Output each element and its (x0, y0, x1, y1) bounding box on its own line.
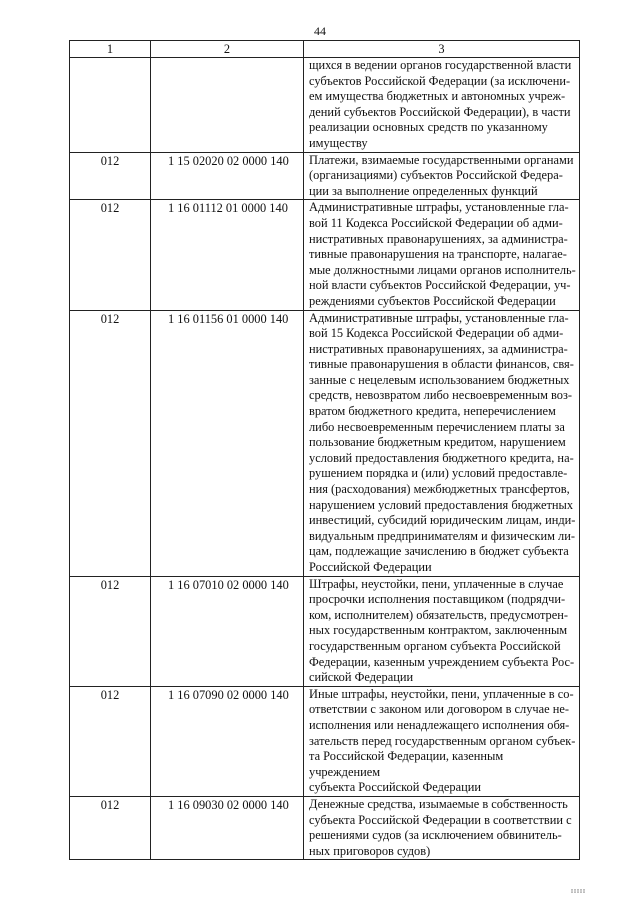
description-cell: Платежи, взимаемые государственными органами (организациями) субъектов Российской Федера- ции за выполнение определенных функций (304, 152, 580, 200)
revenue-code-cell: 1 16 07010 02 0000 140 (151, 576, 304, 686)
revenue-code-cell (151, 58, 304, 153)
revenue-code-cell: 1 16 07090 02 0000 140 (151, 686, 304, 796)
admin-code-cell (70, 58, 151, 153)
table-row (70, 310, 580, 576)
description-cell: Штрафы, неустойки, пени, уплаченные в случае просрочки исполнения поставщиком (подрядчи- ком, исполнителем) обязательств, предусмотрен- ных государственным контрактом, заключенным государственным органом субъекта Российской Федерации, казенным учреждением субъекта Рос- сийской Федерации (304, 576, 580, 686)
table-row (70, 796, 580, 859)
table-row (70, 152, 580, 200)
table-row (70, 576, 580, 686)
header-row (70, 41, 580, 58)
description-cell: Денежные средства, изымаемые в собственность субъекта Российской Федерации в соответствии с решениями судов (за исключением обвинитель- ных приговоров судов) (304, 796, 580, 859)
description-cell: Административные штрафы, установленные гла- вой 15 Кодекса Российской Федерации об адми- нистративных правонарушениях, за администра- тивные правонарушения в области финансов, свя- занные с нецелевым использованием бюджетных средств, невозвратом либо несвоевременным воз- вратом бюджетного кредита, неперечислением либо несвоевременным перечислением платы за пользование бюджетным кредитом, нарушением условий предоставления бюджетного кредита, на- рушением порядка и (или) условий предоставле- ния (расходования) межбюджетных трансфертов, нарушением условий предоставления бюджетных инвестиций, субсидий юридическим лицам, инди- видуальным предпринимателям и физическим ли- цам, подлежащие зачислению в бюджет субъекта Российской Федерации (304, 310, 580, 576)
revenue-code-cell: 1 16 09030 02 0000 140 (151, 796, 304, 859)
revenue-code-cell: 1 16 01156 01 0000 140 (151, 310, 304, 576)
table-row (70, 200, 580, 310)
table-row (70, 686, 580, 796)
admin-code-cell: 012 (70, 686, 151, 796)
header-col-3: 3 (304, 41, 580, 58)
table-header (70, 41, 580, 58)
scan-footer-mark: IIIII (571, 889, 586, 895)
header-col-1: 1 (70, 41, 151, 58)
header-col-2: 2 (151, 41, 304, 58)
description-cell: щихся в ведении органов государственной власти субъектов Российской Федерации (за исключени- ем имущества бюджетных и автономных учреж- дений субъектов Российской Федерации), в части реализации основных средств по указанному имуществу (304, 58, 580, 153)
admin-code-cell: 012 (70, 152, 151, 200)
description-cell: Административные штрафы, установленные гла- вой 11 Кодекса Российской Федерации об адми- нистративных правонарушениях, за администра- тивные правонарушения на транспорте, налагае- мые должностными лицами органов исполнитель- ной власти субъектов Российской Федерации, уч- реждениями субъектов Российской Федерации (304, 200, 580, 310)
revenue-code-cell: 1 16 01112 01 0000 140 (151, 200, 304, 310)
revenue-code-cell: 1 15 02020 02 0000 140 (151, 152, 304, 200)
admin-code-cell: 012 (70, 310, 151, 576)
table-body (70, 58, 580, 860)
table-row (70, 58, 580, 153)
revenue-codes-table (69, 40, 580, 860)
admin-code-cell: 012 (70, 796, 151, 859)
admin-code-cell: 012 (70, 576, 151, 686)
admin-code-cell: 012 (70, 200, 151, 310)
page-number: 44 (314, 24, 326, 38)
description-cell: Иные штрафы, неустойки, пени, уплаченные в со- ответствии с законом или договором в случае не- исполнения или ненадлежащего исполнения обя- зательств перед государственным органом субъек- та Российской Федерации, казенным учреждением субъекта Российской Федерации (304, 686, 580, 796)
